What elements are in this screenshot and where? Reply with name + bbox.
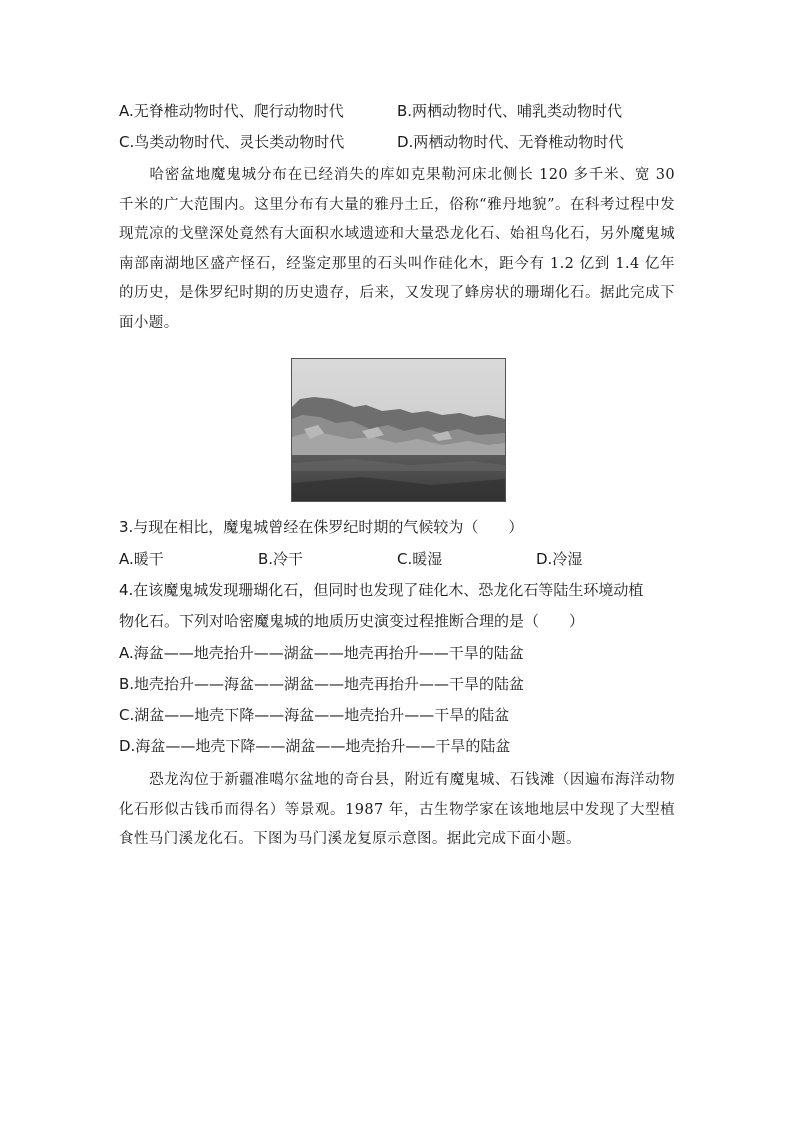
q3-option-c: C.暖湿 [397, 550, 443, 568]
q4-stem-line2: 物化石。下列对哈密魔鬼城的地质历史演变过程推断合理的是（ ） [119, 612, 585, 630]
q3-option-a: A.暖干 [119, 550, 164, 568]
q2-option-b: B.两栖动物时代、哺乳类动物时代 [397, 102, 623, 120]
passage-hami-text: 哈密盆地魔鬼城分布在已经消失的库如克果勒河床北侧长 120 多千米、宽 30 千米的广大范围内。这里分布有大量的雅丹土丘，俗称“雅丹地貌”。在科考过程中发现荒凉的戈壁深处竟然有大面积水域遗迹和大量恐龙化石、始祖鸟化石，另外魔鬼城南部南湖地区盛产怪石，经鉴定那里的石头叫作硅化木，距今有 1.2 亿到 1.4 亿年的历史，是侏罗纪时期的历史遗存，后来，又发现了蜂房状的珊瑚化石。据此完成下面小题。 [119, 167, 675, 331]
q3-option-d: D.冷湿 [536, 550, 583, 568]
q4-option-a: A.海盆——地壳抬升——湖盆——地壳再抬升——干旱的陆盆 [119, 644, 524, 662]
q4-option-b: B.地壳抬升——海盆——湖盆——地壳再抬升——干旱的陆盆 [119, 675, 525, 693]
q4-stem-line1: 4.在该魔鬼城发现珊瑚化石，但同时也发现了硅化木、恐龙化石等陆生环境动植 [119, 581, 644, 599]
yardang-landscape-photo [291, 358, 506, 502]
passage-dinosaur-valley [119, 766, 675, 855]
q2-option-d: D.两栖动物时代、无脊椎动物时代 [397, 133, 624, 151]
q4-option-c: C.湖盆——地壳下降——海盆——地壳抬升——干旱的陆盆 [119, 706, 510, 724]
q2-option-a: A.无脊椎动物时代、爬行动物时代 [119, 102, 344, 120]
passage-hami-devil-city [119, 161, 675, 338]
q2-option-c: C.鸟类动物时代、灵长类动物时代 [119, 133, 345, 151]
q4-option-d: D.海盆——地壳下降——湖盆——地壳抬升——干旱的陆盆 [119, 737, 511, 755]
passage-dinosaur-text: 恐龙沟位于新疆准噶尔盆地的奇台县，附近有魔鬼城、石钱滩（因遍布海洋动物化石形似古钱币而得名）等景观。1987 年，古生物学家在该地地层中发现了大型植食性马门溪龙化石。下图为马门溪龙复原示意图。据此完成下面小题。 [119, 772, 675, 847]
q3-stem: 3.与现在相比，魔鬼城曾经在侏罗纪时期的气候较为（ ） [119, 518, 524, 536]
q3-option-b: B.冷干 [258, 550, 304, 568]
